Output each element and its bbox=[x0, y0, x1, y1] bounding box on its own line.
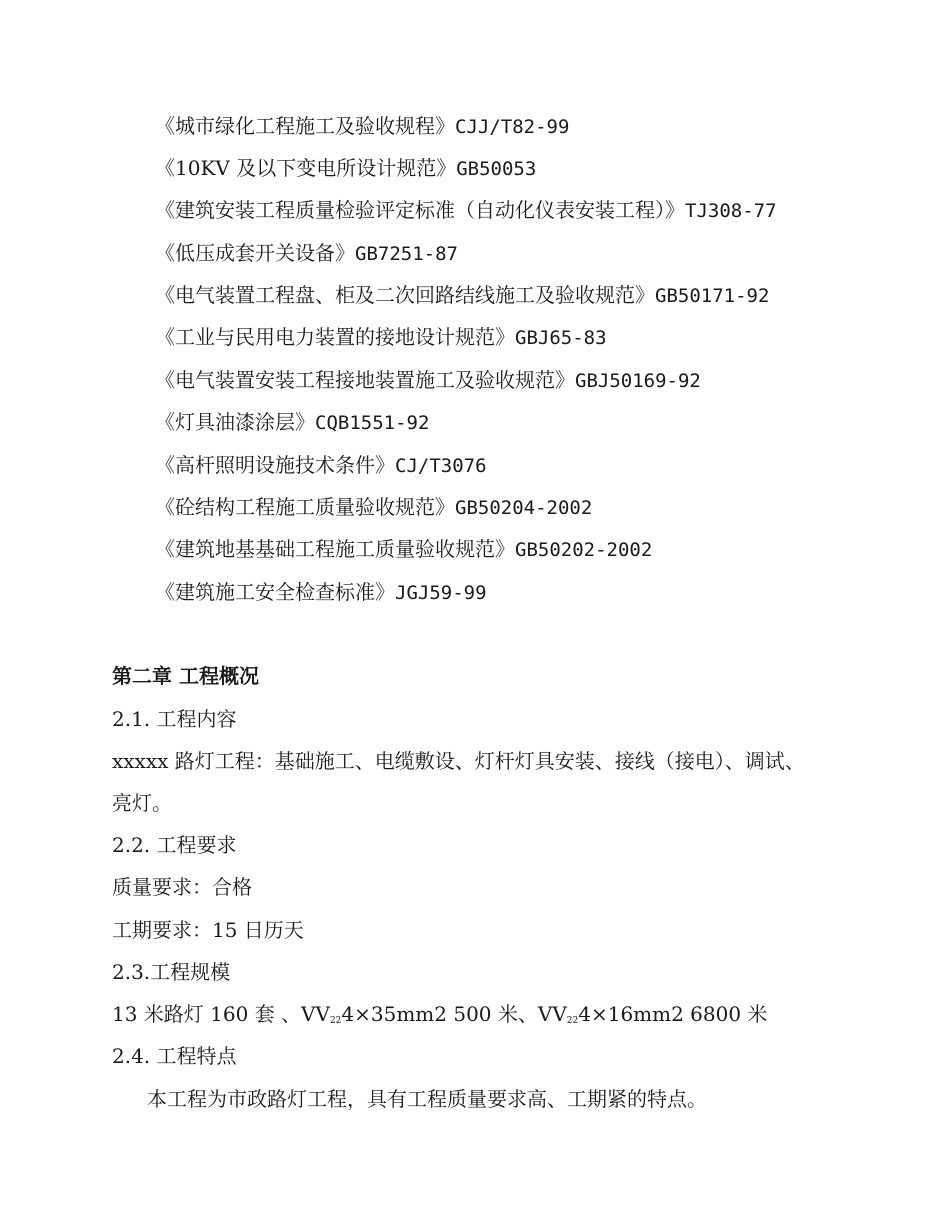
standard-title: 《电气装置工程盘、柜及二次回路结线施工及验收规范》 bbox=[155, 283, 655, 307]
standard-item bbox=[155, 112, 569, 141]
standard-code: CJJ/T82-99 bbox=[455, 116, 570, 138]
section-heading-2-3: 2.3.工程规模 bbox=[112, 960, 231, 984]
standard-item bbox=[155, 281, 769, 310]
standard-code: GB50053 bbox=[456, 158, 537, 180]
standard-title: 《砼结构工程施工质量验收规范》 bbox=[155, 495, 455, 519]
standard-code: GB50171-92 bbox=[655, 285, 770, 307]
standard-code: CJ/T3076 bbox=[395, 455, 487, 477]
standard-title: 《灯具油漆涂层》 bbox=[155, 410, 315, 434]
scale-text: 13 米路灯 160 套 、VV bbox=[112, 1002, 330, 1026]
standard-title: 《10KV 及以下变电所设计规范》 bbox=[155, 156, 457, 180]
standard-code: GB50204-2002 bbox=[455, 497, 593, 519]
standard-item bbox=[155, 154, 536, 183]
standard-title: 《高杆照明设施技术条件》 bbox=[155, 453, 395, 477]
standard-code: GB7251-87 bbox=[355, 243, 458, 265]
standard-title: 《工业与民用电力装置的接地设计规范》 bbox=[155, 325, 515, 349]
standard-code: GBJ50169-92 bbox=[575, 370, 701, 392]
project-features-text: 本工程为市政路灯工程，具有工程质量要求高、工期紧的特点。 bbox=[147, 1087, 707, 1111]
standard-item bbox=[155, 239, 458, 268]
section-heading-2-4: 2.4. 工程特点 bbox=[112, 1044, 237, 1068]
standard-item bbox=[155, 535, 652, 564]
section-heading-2-2: 2.2. 工程要求 bbox=[112, 833, 237, 857]
standard-title: 《建筑安装工程质量检验评定标准（自动化仪表安装工程）》 bbox=[155, 198, 685, 222]
project-scale bbox=[112, 1000, 767, 1035]
standard-item bbox=[155, 493, 592, 522]
standard-item bbox=[155, 366, 701, 395]
scale-text: 4×16mm2 6800 米 bbox=[578, 1002, 768, 1026]
standard-code: GB50202-2002 bbox=[515, 539, 653, 561]
standard-code: TJ308-77 bbox=[685, 200, 777, 222]
standard-item bbox=[155, 451, 487, 480]
standard-item bbox=[155, 578, 487, 607]
standard-code: JGJ59-99 bbox=[395, 582, 487, 604]
standard-item bbox=[155, 196, 777, 225]
standard-title: 《电气装置安装工程接地装置施工及验收规范》 bbox=[155, 368, 575, 392]
subscript: 22 bbox=[566, 1016, 579, 1026]
quality-requirement: 质量要求：合格 bbox=[112, 875, 252, 899]
standard-title: 《建筑地基基础工程施工质量验收规范》 bbox=[155, 537, 515, 561]
scale-text: 4×35mm2 500 米、VV bbox=[341, 1002, 567, 1026]
standard-item bbox=[155, 323, 607, 352]
standard-title: 《城市绿化工程施工及验收规程》 bbox=[155, 114, 455, 138]
standard-code: CQB1551-92 bbox=[315, 412, 430, 434]
work-content-text: xxxxx 路灯工程：基础施工、电缆敷设、灯杆灯具安装、接线（接电）、调试、 bbox=[112, 749, 805, 773]
standard-title: 《建筑施工安全检查标准》 bbox=[155, 580, 395, 604]
chapter-heading: 第二章 工程概况 bbox=[112, 664, 259, 688]
schedule-requirement: 工期要求：15 日历天 bbox=[112, 918, 304, 942]
section-heading-2-1: 2.1. 工程内容 bbox=[112, 707, 237, 731]
standard-item bbox=[155, 408, 429, 437]
work-content-text-continued: 亮灯。 bbox=[112, 791, 172, 815]
standard-code: GBJ65-83 bbox=[515, 327, 607, 349]
standard-title: 《低压成套开关设备》 bbox=[155, 241, 355, 265]
subscript: 22 bbox=[329, 1016, 342, 1026]
